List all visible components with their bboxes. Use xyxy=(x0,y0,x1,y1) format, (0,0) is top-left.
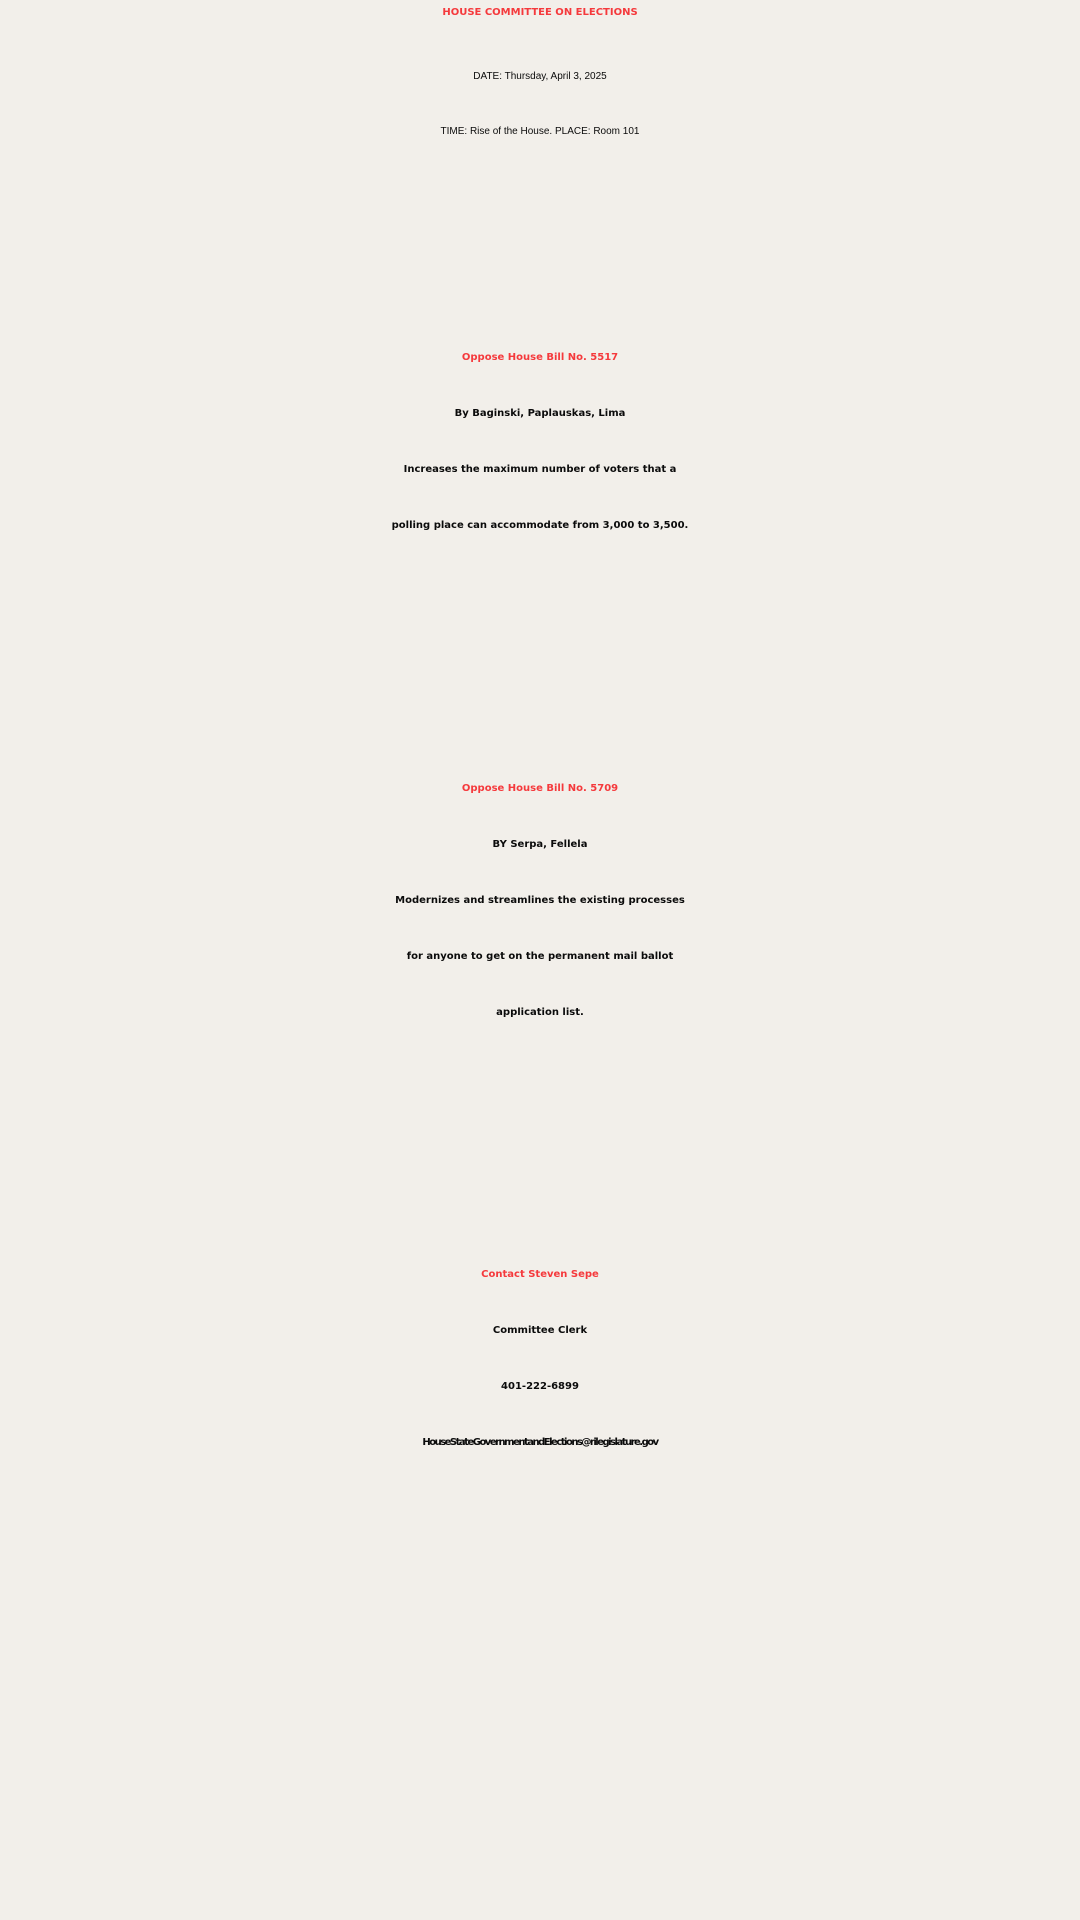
bill-description-line: application list. xyxy=(496,1007,584,1018)
hearing-date: DATE: Thursday, April 3, 2025 xyxy=(473,71,607,82)
bill-description-line: Modernizes and streamlines the existing processes xyxy=(395,895,685,906)
contact-email: HouseStateGovernmentandElections@rilegislature.gov xyxy=(422,1437,658,1448)
bill-description-line: for anyone to get on the permanent mail ballot xyxy=(406,951,674,962)
contact-role: Committee Clerk xyxy=(492,1325,588,1336)
hearing-time-place: TIME: Rise of the House. PLACE: Room 101 xyxy=(440,126,640,137)
bill-title: Oppose House Bill No. 5517 xyxy=(461,352,619,363)
bill-description-line: Increases the maximum number of voters that a xyxy=(403,464,677,475)
bill-description-line: polling place can accommodate from 3,000 to 3,500. xyxy=(391,520,689,531)
bill-sponsors: By Baginski, Paplauskas, Lima xyxy=(454,408,626,419)
bill-title: Oppose House Bill No. 5709 xyxy=(461,783,619,794)
contact-title: Contact Steven Sepe xyxy=(481,1269,599,1280)
contact-phone: 401-222-6899 xyxy=(501,1381,579,1392)
page-title: HOUSE COMMITTEE ON ELECTIONS xyxy=(442,7,638,18)
bill-sponsors: BY Serpa, Fellela xyxy=(492,839,588,850)
